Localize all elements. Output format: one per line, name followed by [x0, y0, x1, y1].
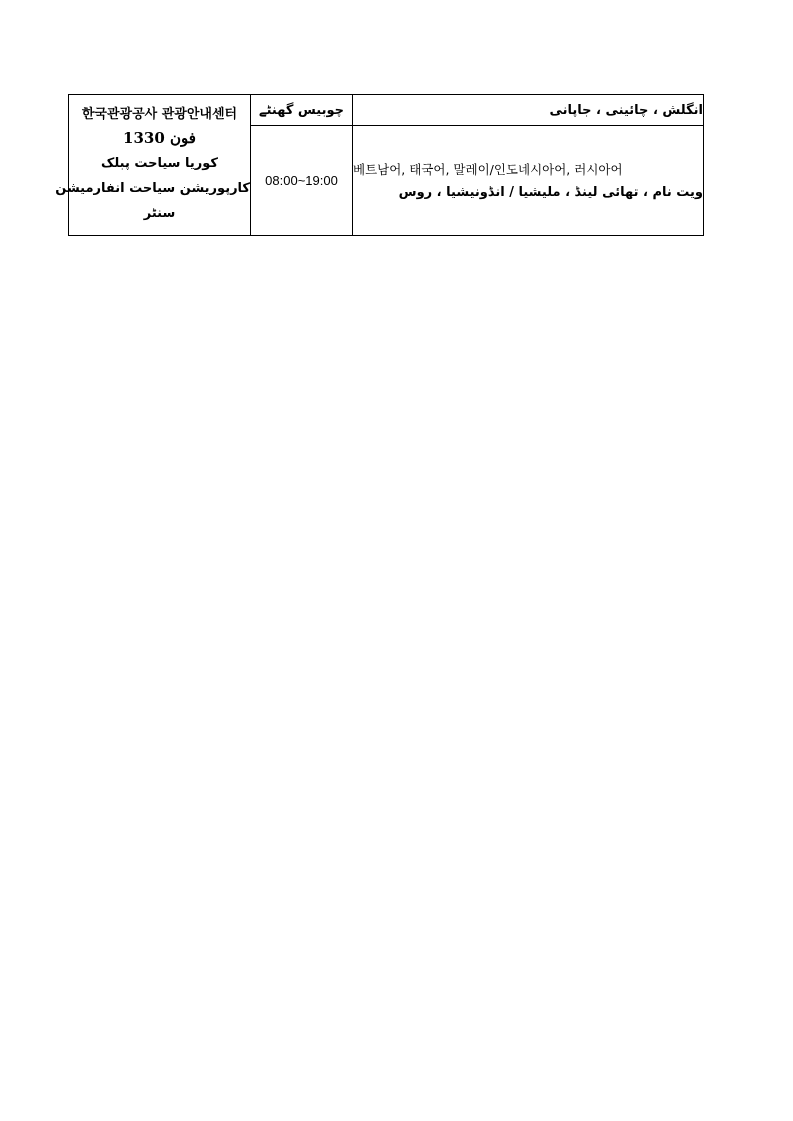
info-center-urdu-name-line: سنٹر — [143, 206, 176, 221]
table-row — [69, 95, 704, 126]
languages-korean-line: 베트남어, 태국어, 말레이/인도네시아어, 러시아어 — [353, 161, 623, 177]
languages-cell — [353, 126, 704, 236]
info-center-korean-name: 한국관광공사 관광안내센터 — [81, 107, 238, 122]
info-center-urdu-name-line: کارپوریشن سیاحت انفارمیشن — [55, 181, 250, 196]
info-center-phone: فون 1330 — [123, 129, 196, 147]
languages-header: انگلش ، چائینی ، جاپانی — [353, 95, 704, 126]
info-center-cell — [55, 95, 251, 236]
tourist-info-table — [55, 94, 704, 236]
languages-urdu-line: ویت نام ، تھائی لینڈ ، ملیشیا / انڈونیشیا ، روس — [398, 184, 703, 200]
hours-value: 08:00~19:00 — [251, 126, 353, 236]
info-center-urdu-name-line: کوریا سیاحت پبلک — [101, 156, 218, 171]
hours-header: چوبیس گھنٹے — [251, 95, 353, 126]
